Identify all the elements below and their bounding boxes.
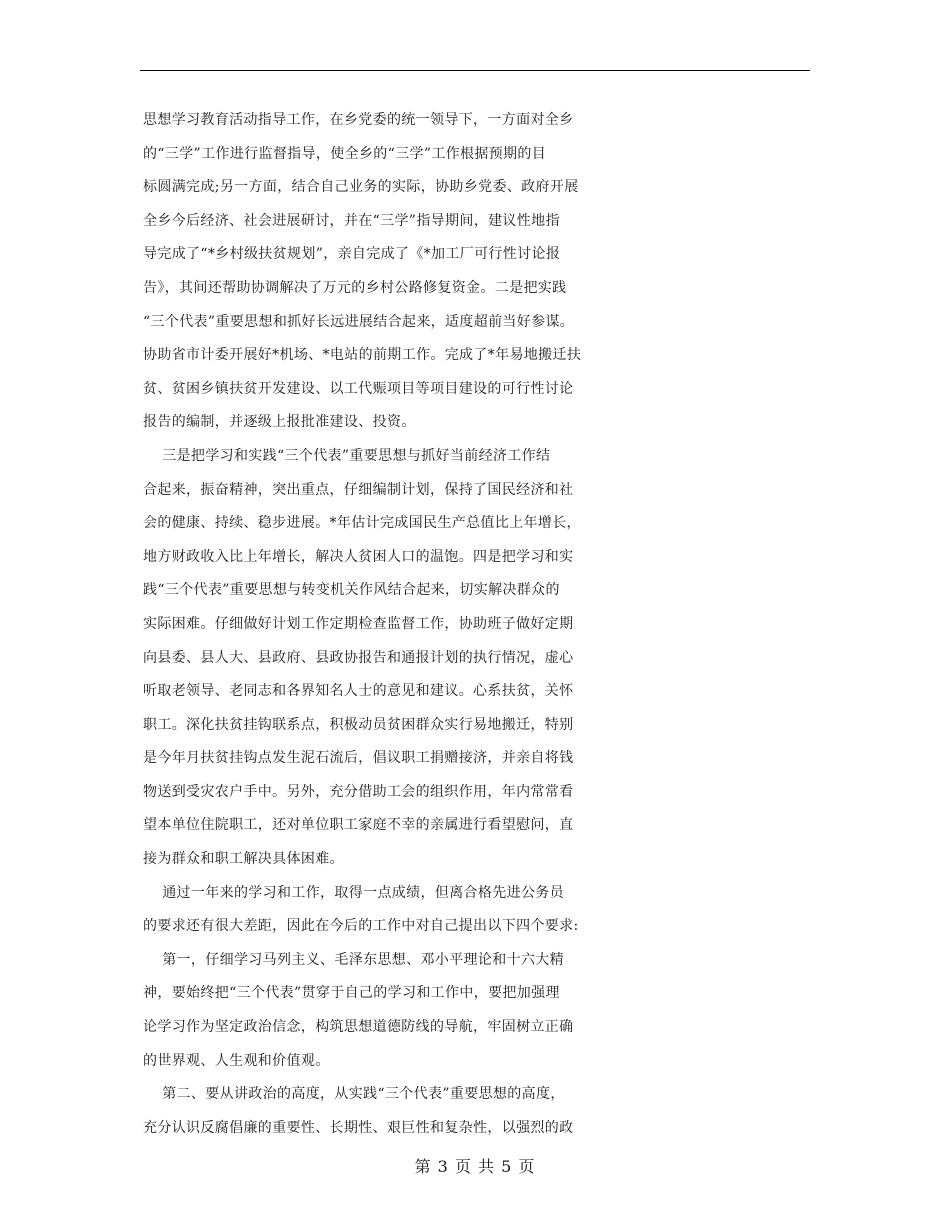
text-line: 贫、贫困乡镇扶贫开发建设、以工代赈项目等项目建设的可行性讨论 xyxy=(143,380,574,397)
text-line: 告》，其间还帮助协调解决了万元的乡村公路修复资金。二是把实践 xyxy=(143,279,567,296)
text-line: 第二、要从讲政治的高度，从实践“三个代表”重要思想的高度， xyxy=(143,1086,565,1103)
text-line: 思想学习教育活动指导工作，在乡党委的统一领导下，一方面对全乡 xyxy=(143,112,574,128)
text-line: 三是把学习和实践“三个代表”重要思想与抓好当前经济工作结 xyxy=(143,447,551,464)
text-line: 践“三个代表”重要思想与转变机关作风结合起来，切实解决群众的 xyxy=(143,582,560,599)
text-line: 向县委、县人大、县政府、县政协报告和通报计划的执行情况，虚心 xyxy=(143,649,574,666)
body-text xyxy=(143,104,823,1145)
text-line: 通过一年来的学习和工作，取得一点成绩，但离合格先进公务员 xyxy=(143,884,564,901)
text-line: 协助省市计委开展好*机场、*电站的前期工作。完成了*年易地搬迁扶 xyxy=(143,347,582,364)
text-line: 听取老领导、老同志和各界知名人士的意见和建议。心系扶贫，关怀 xyxy=(143,683,574,700)
text-line: 望本单位住院职工，还对单位职工家庭不幸的亲属进行看望慰问，直 xyxy=(143,817,574,834)
text-line: “三个代表”重要思想和抓好长远进展结合起来，适度超前当好参谋。 xyxy=(143,313,575,330)
text-line: 接为群众和职工解决具体困难。 xyxy=(143,851,344,868)
text-line: 职工。深化扶贫挂钩联系点，积极动员贫困群众实行易地搬迁，特别 xyxy=(143,716,574,733)
text-line: 的要求还有很大差距，因此在今后的工作中对自己提出以下四个要求: xyxy=(143,918,579,935)
text-line: 报告的编制，并逐级上报批准建设、投资。 xyxy=(143,414,416,431)
text-line: 标圆满完成;另一方面，结合自己业务的实际，协助乡党委、政府开展 xyxy=(143,179,579,196)
text-line: 合起来，振奋精神，突出重点，仔细编制计划，保持了国民经济和社 xyxy=(143,481,574,498)
text-line: 第一，仔细学习马列主义、毛泽东思想、邓小平理论和十六大精 xyxy=(143,951,564,968)
text-line: 实际困难。仔细做好计划工作定期检查监督工作，协助班子做好定期 xyxy=(143,615,574,632)
text-line: 神，要始终把“三个代表”贯穿于自己的学习和工作中，要把加强理 xyxy=(143,985,560,1002)
text-line: 是今年月扶贫挂钩点发生泥石流后，倡议职工捐赠接济，并亲自将钱 xyxy=(143,750,574,767)
text-line: 导完成了“*乡村级扶贫规划”，亲自完成了《*加工厂可行性讨论报 xyxy=(143,246,561,263)
text-line: 的“三学”工作进行监督指导，使全乡的“三学”工作根据预期的目 xyxy=(143,145,547,162)
text-line: 充分认识反腐倡廉的重要性、长期性、艰巨性和复杂性，以强烈的政 xyxy=(143,1119,574,1136)
text-line: 物送到受灾农户手中。另外，充分借助工会的组织作用，年内常常看 xyxy=(143,783,574,800)
page-footer: 第 3 页 共 5 页 xyxy=(414,1157,536,1176)
text-line: 的世界观、人生观和价值观。 xyxy=(143,1052,330,1069)
text-line: 全乡今后经济、社会进展研讨，并在“三学”指导期间，建议性地指 xyxy=(143,212,560,229)
text-line: 地方财政收入比上年增长，解决人贫困人口的温饱。四是把学习和实 xyxy=(143,548,574,565)
text-line: 论学习作为坚定政治信念，构筑思想道德防线的导航，牢固树立正确 xyxy=(143,1019,574,1036)
header-rule xyxy=(140,70,810,71)
text-line: 会的健康、持续、稳步进展。*年估计完成国民生产总值比上年增长， xyxy=(143,515,581,532)
